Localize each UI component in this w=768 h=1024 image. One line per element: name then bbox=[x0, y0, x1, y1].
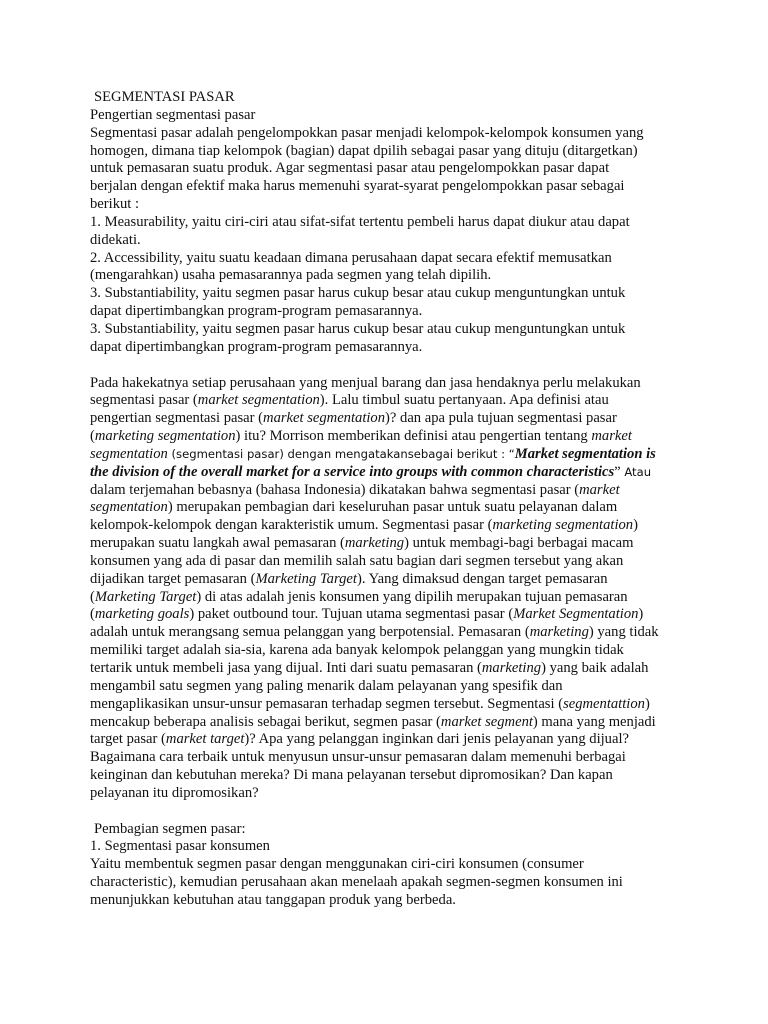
text: ) bbox=[638, 606, 644, 623]
text: )? dan apa pula tujuan segmentasi pasar bbox=[385, 410, 617, 427]
para2-line bbox=[90, 731, 690, 749]
term: marketing segmentation bbox=[492, 517, 634, 534]
term: marketing bbox=[481, 660, 542, 676]
text: ( bbox=[90, 588, 95, 605]
para2-line bbox=[90, 571, 690, 589]
text: ) untuk membagi-bagi berbagai macam bbox=[404, 535, 634, 552]
text: mencakup beberapa analisis sebagai berikut, segmen pasar ( bbox=[90, 713, 441, 730]
para2-line bbox=[90, 410, 690, 428]
para2-line bbox=[90, 606, 690, 624]
section-line: menunjukkan kebutuhan atau tanggapan produk yang berbeda. bbox=[90, 891, 456, 908]
text: pelayanan itu dipromosikan? bbox=[90, 784, 259, 801]
para2-line bbox=[90, 660, 690, 678]
text: ) bbox=[644, 695, 650, 712]
text: memiliki target adalah sia-sia, karena ada banyak kelompok pelanggan yang mungkin tidak bbox=[90, 642, 624, 659]
text: ” bbox=[614, 463, 625, 480]
text: dalam terjemahan bebasnya (bahasa Indonesia) dikatakan bahwa segmentasi pasar ( bbox=[90, 481, 580, 498]
text: kelompok-kelompok dengan karakteristik umum. Segmentasi pasar ( bbox=[90, 517, 493, 534]
text: Atau bbox=[624, 464, 652, 479]
para2-line bbox=[90, 517, 690, 535]
quote: Market segmentation is bbox=[514, 445, 656, 462]
text: ) itu? Morrison memberikan definisi atau pengertian tentang bbox=[235, 428, 592, 445]
term: marketing segmentation bbox=[94, 428, 236, 445]
para2-line bbox=[90, 785, 690, 803]
text: keinginan dan kebutuhan mereka? Di mana pelayanan tersebut dipromosikan? Dan kapan bbox=[90, 767, 613, 784]
list-item-substantiability: 3. Substantiability, yaitu segmen pasar harus cukup besar atau cukup menguntungkan untuk bbox=[90, 285, 626, 302]
list-item-substantiability-dup: 3. Substantiability, yaitu segmen pasar harus cukup besar atau cukup menguntungkan untuk bbox=[90, 320, 626, 337]
text: ) yang tidak bbox=[588, 624, 659, 641]
text: ( bbox=[90, 606, 95, 623]
text: ) mana yang menjadi bbox=[532, 713, 656, 730]
term: segmentation bbox=[90, 499, 168, 516]
text: ) yang baik adalah bbox=[541, 660, 649, 676]
para2-line bbox=[90, 464, 690, 482]
list-item-substantiability-cont: dapat dipertimbangkan program-program pemasarannya. bbox=[90, 303, 423, 320]
text: ) bbox=[633, 517, 638, 534]
list-item-accessibility: 2. Accessibility, yaitu suatu keadaan dimana perusahaan dapat secara efektif memusatkan bbox=[90, 249, 612, 266]
term: marketing bbox=[529, 624, 589, 641]
text: mengambil satu segmen yang paling menarik dalam pelayanan yang spesifik dan bbox=[90, 677, 563, 694]
term: Market Segmentation bbox=[513, 606, 639, 623]
term: Marketing Target bbox=[255, 570, 357, 587]
term: market segment bbox=[440, 713, 533, 730]
para2-line bbox=[90, 499, 690, 517]
text: adalah untuk merangsang semua pelanggan yang berpotensial. Pemasaran ( bbox=[90, 624, 530, 641]
term: segmentation bbox=[90, 445, 168, 462]
para2-line bbox=[90, 767, 690, 785]
list-item-measurability-cont: didekati. bbox=[90, 231, 141, 248]
text: merupakan suatu langkah awal pemasaran ( bbox=[90, 535, 345, 552]
term: market segmentation bbox=[263, 410, 386, 427]
para2-line bbox=[90, 642, 690, 660]
text: segmentasi pasar ( bbox=[90, 392, 198, 409]
section-line: Yaitu membentuk segmen pasar dengan menggunakan ciri-ciri konsumen (consumer bbox=[90, 856, 584, 873]
para2-line bbox=[90, 749, 690, 767]
list-item-accessibility-cont: (mengarahkan) usaha pemasarannya pada segmen yang telah dipilih. bbox=[90, 267, 492, 284]
text: ) paket outbound tour. Tujuan utama segmentasi pasar ( bbox=[189, 606, 514, 623]
document-title: SEGMENTASI PASAR bbox=[94, 89, 235, 105]
para2-line bbox=[90, 482, 690, 500]
list-item-substantiability-dup-cont: dapat dipertimbangkan program-program pemasarannya. bbox=[90, 338, 423, 355]
para2-line bbox=[90, 678, 690, 696]
para2-line bbox=[90, 589, 690, 607]
text: ). Lalu timbul suatu pertanyaan. Apa definisi atau bbox=[319, 392, 609, 409]
text: konsumen yang ada di pasar dan memilih salah satu bagian dari segmen tersebut yang akan bbox=[90, 552, 624, 569]
text: )? Apa yang pelanggan inginkan dari jenis pelayanan yang dijual? bbox=[244, 731, 629, 748]
intro-line: untuk pemasaran suatu produk. Agar segmentasi pasar atau pengelompokkan pasar dapat bbox=[90, 160, 610, 177]
para2-line bbox=[90, 375, 690, 393]
text: Pada hakekatnya setiap perusahaan yang menjual barang dan jasa hendaknya perlu melakukan bbox=[90, 374, 641, 391]
para2-line bbox=[90, 696, 690, 714]
text: mengaplikasikan unsur-unsur pemasaran terhadap segmen tersebut. Segmentasi ( bbox=[90, 695, 564, 712]
paragraph-gap bbox=[90, 357, 690, 375]
para2-line bbox=[90, 392, 690, 410]
para2-line bbox=[90, 535, 690, 553]
intro-line: berjalan dengan efektif maka harus memenuhi syarat-syarat pengelompokkan pasar sebagai bbox=[90, 178, 625, 195]
term: Marketing Target bbox=[94, 588, 197, 605]
text: ) di atas adalah jenis konsumen yang dipilih merupakan tujuan pemasaran bbox=[196, 588, 628, 605]
intro-line: berikut : bbox=[90, 196, 140, 213]
term: segmentattion bbox=[563, 695, 645, 712]
section-line: characteristic), kemudian perusahaan akan menelaah apakah segmen-segmen konsumen ini bbox=[90, 874, 623, 891]
text: ). Yang dimaksud dengan target pemasaran bbox=[356, 570, 608, 587]
para2-line bbox=[90, 428, 690, 446]
intro-line: homogen, dimana tiap kelompok (bagian) dapat dpilih sebagai pasar yang dituju (ditargetkan) bbox=[90, 142, 638, 159]
term: marketing goals bbox=[94, 606, 190, 623]
text: dijadikan target pemasaran ( bbox=[90, 570, 256, 587]
term: market target bbox=[165, 731, 245, 748]
text: Bagaimana cara terbaik untuk menyusun unsur-unsur pemasaran dalam memenuhi berbagai bbox=[90, 749, 626, 766]
section-item: 1. Segmentasi pasar konsumen bbox=[90, 838, 270, 855]
para2-line bbox=[90, 446, 690, 464]
term: marketing bbox=[344, 535, 405, 552]
term: market bbox=[591, 428, 632, 445]
text: target pasar ( bbox=[90, 731, 166, 748]
text: ) merupakan pembagian dari keseluruhan pasar untuk suatu pelayanan dalam bbox=[167, 499, 618, 516]
text: pengertian segmentasi pasar ( bbox=[90, 410, 264, 427]
text: tertarik untuk membeli jasa yang dijual. Inti dari suatu pemasaran ( bbox=[90, 660, 482, 676]
list-item-measurability: 1. Measurability, yaitu ciri-ciri atau sifat-sifat tertentu pembeli harus dapat diukur atau dapat bbox=[90, 213, 630, 230]
term: market segmentation bbox=[197, 392, 320, 409]
para2-line bbox=[90, 553, 690, 571]
term: market bbox=[579, 481, 620, 498]
paragraph-gap bbox=[90, 803, 690, 821]
section-heading: Pembagian segmen pasar: bbox=[94, 820, 246, 837]
intro-line: Segmentasi pasar adalah pengelompokkan pasar menjadi kelompok-kelompok konsumen yang bbox=[90, 124, 644, 141]
document-subtitle: Pengertian segmentasi pasar bbox=[90, 106, 256, 123]
text: ( bbox=[90, 428, 95, 445]
para2-line bbox=[90, 714, 690, 732]
text: (segmentasi pasar) dengan mengatakansebagai berikut : “ bbox=[167, 446, 515, 461]
para2-line bbox=[90, 624, 690, 642]
quote: the division of the overall market for a service into groups with common characteristics bbox=[90, 463, 615, 480]
document-page bbox=[90, 89, 690, 910]
